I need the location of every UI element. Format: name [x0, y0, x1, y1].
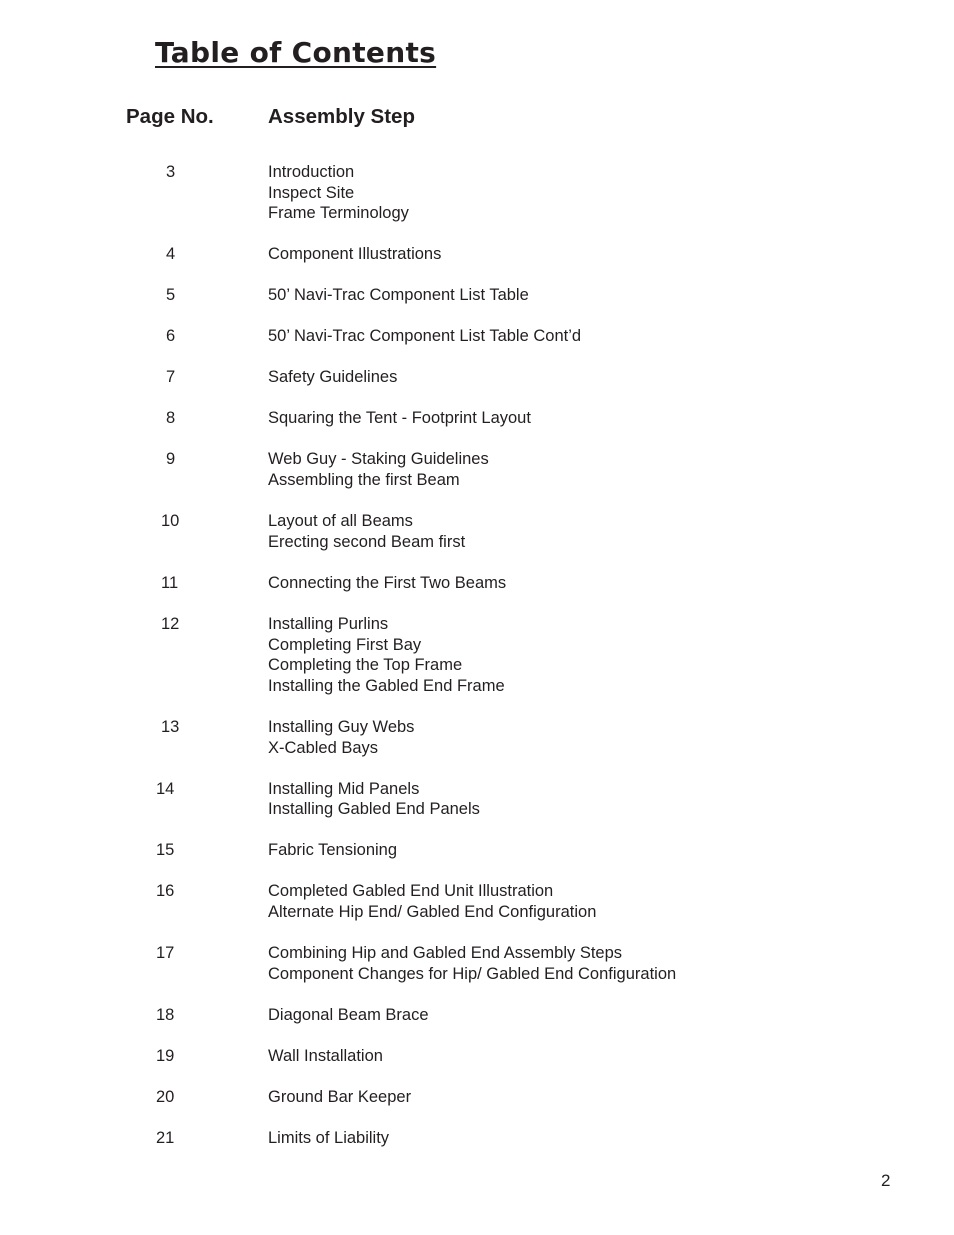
toc-step-group	[268, 511, 465, 552]
toc-page-number: 18	[156, 1005, 175, 1024]
toc-page-number: 9	[166, 450, 176, 469]
toc-step: Installing Guy Webs	[268, 717, 415, 736]
toc-page-number: 7	[166, 368, 176, 387]
toc-step: 50’ Navi-Trac Component List Table Cont’d	[268, 327, 582, 346]
toc-step: Frame Terminology	[268, 204, 409, 223]
toc-step: Limits of Liability	[268, 1128, 390, 1147]
toc-step-group	[268, 367, 397, 388]
toc-step: Connecting the First Two Beams	[268, 573, 507, 592]
toc-step: Alternate Hip End/ Gabled End Configuration	[268, 903, 597, 921]
toc-step-group	[268, 1046, 383, 1067]
toc-page-number: 12	[161, 614, 180, 633]
toc-page-number: 4	[166, 245, 176, 264]
header-assembly-step: Assembly Step	[268, 105, 415, 128]
toc-step: Completed Gabled End Unit Illustration	[268, 882, 554, 901]
toc-page-number: 10	[161, 512, 180, 531]
toc-step: Installing the Gabled End Frame	[268, 676, 505, 695]
toc-step-group	[268, 285, 529, 306]
toc-step: Safety Guidelines	[268, 368, 398, 387]
toc-step: Layout of all Beams	[268, 512, 413, 531]
toc-step: Introduction	[268, 163, 355, 181]
page-number: 2	[881, 1171, 891, 1190]
toc-step-group	[268, 614, 505, 697]
toc-step: Diagonal Beam Brace	[268, 1005, 429, 1024]
toc-page-number: 14	[156, 779, 175, 798]
toc-step-group	[268, 881, 596, 922]
toc-step-group	[268, 1128, 389, 1149]
toc-page-number: 17	[156, 944, 175, 962]
header-page-no: Page No.	[126, 105, 214, 128]
toc-page-number: 6	[166, 327, 176, 346]
toc-page-number: 5	[166, 286, 176, 305]
toc-step: Wall Installation	[268, 1046, 383, 1065]
toc-step: Fabric Tensioning	[268, 841, 398, 860]
toc-page-number: 13	[161, 717, 180, 736]
toc-step-group	[268, 943, 676, 984]
toc-step: Installing Purlins	[268, 614, 389, 633]
toc-step: Ground Bar Keeper	[268, 1087, 412, 1106]
toc-step-group	[268, 162, 409, 224]
toc-page-number: 8	[166, 409, 176, 428]
toc-step: Web Guy - Staking Guidelines	[268, 450, 489, 469]
toc-page-number: 19	[156, 1046, 175, 1065]
toc-step: Completing the Top Frame	[268, 656, 463, 675]
toc-step: Erecting second Beam first	[268, 532, 466, 551]
toc-step-group	[268, 573, 506, 594]
toc-page-number: 15	[156, 841, 175, 860]
toc-page-number: 16	[156, 882, 175, 901]
toc-step: Combining Hip and Gabled End Assembly Steps	[268, 944, 623, 962]
toc-step: Squaring the Tent - Footprint Layout	[268, 409, 531, 428]
toc-step-group	[268, 1087, 411, 1108]
toc-step-group	[268, 1005, 429, 1026]
toc-step-group	[268, 449, 489, 490]
toc-page-number: 21	[156, 1128, 175, 1147]
toc-step-group	[268, 408, 531, 429]
toc-step: Component Illustrations	[268, 245, 442, 264]
toc-step-group	[268, 717, 414, 758]
toc-page-number: 11	[161, 573, 179, 592]
toc-step: Inspect Site	[268, 183, 355, 202]
toc-step: 50’ Navi-Trac Component List Table	[268, 286, 529, 305]
toc-step: X-Cabled Bays	[268, 738, 379, 757]
page-title: Table of Contents	[155, 36, 437, 69]
toc-step-group	[268, 779, 480, 820]
toc-step: Component Changes for Hip/ Gabled End Configuration	[268, 964, 677, 983]
toc-step-group	[268, 326, 581, 347]
toc-step-group	[268, 840, 397, 861]
toc-step-group	[268, 244, 441, 265]
toc-page-number: 20	[156, 1087, 175, 1106]
toc-step: Assembling the first Beam	[268, 471, 460, 490]
toc-step: Installing Gabled End Panels	[268, 800, 480, 819]
toc-step: Installing Mid Panels	[268, 779, 420, 798]
toc-page-number: 3	[166, 163, 176, 181]
toc-step: Completing First Bay	[268, 635, 422, 654]
